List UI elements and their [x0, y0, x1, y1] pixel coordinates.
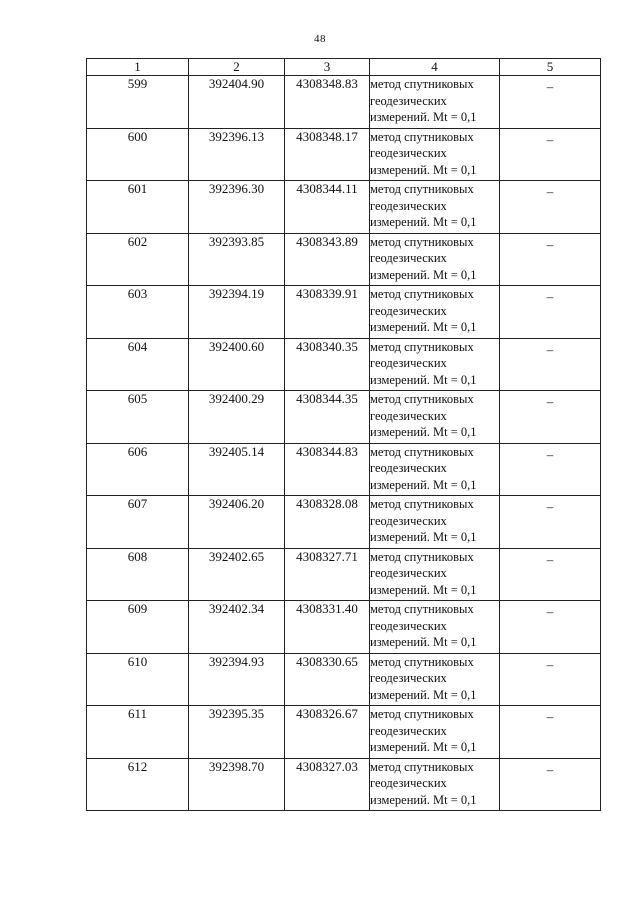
method-line-2: геодезических: [370, 146, 447, 160]
point-number: 604: [87, 338, 189, 391]
method-line-3: измерений. Mt = 0,1: [370, 477, 477, 492]
note-cell: [500, 601, 601, 654]
coordinate-y: 4308348.17: [285, 128, 370, 181]
method-line-1: метод спутниковых: [370, 549, 474, 564]
note-cell: [500, 548, 601, 601]
table-row: [87, 706, 601, 759]
coordinate-x: 392400.29: [189, 391, 285, 444]
note-cell: [500, 443, 601, 496]
method-cell: [370, 706, 500, 759]
coordinate-y: 4308327.71: [285, 548, 370, 601]
method-cell: [370, 443, 500, 496]
coordinate-x: 392404.90: [189, 76, 285, 129]
point-number: 600: [87, 128, 189, 181]
table-row: [87, 286, 601, 339]
note-value: –: [546, 656, 554, 672]
note-cell: [500, 286, 601, 339]
header-col-5: 5: [500, 59, 601, 76]
method-line-1: метод спутниковых: [370, 392, 474, 406]
point-number: 605: [87, 391, 189, 444]
method-line-3: измерений. Mt = 0,1: [370, 792, 477, 807]
method-cell: [370, 758, 500, 811]
method-cell: [370, 286, 500, 339]
coordinate-x: 392406.20: [189, 496, 285, 549]
method-line-3: измерений. Mt = 0,1: [370, 320, 477, 334]
coordinate-y: 4308348.83: [285, 76, 370, 129]
coordinate-y: 4308344.35: [285, 391, 370, 444]
table-row: [87, 338, 601, 391]
table-row: [87, 128, 601, 181]
coordinate-y: 4308331.40: [285, 601, 370, 654]
method-line-1: метод спутниковых: [370, 287, 474, 301]
table-row: [87, 391, 601, 444]
method-cell: [370, 128, 500, 181]
coordinate-x: 392402.65: [189, 548, 285, 601]
method-line-3: измерений. Mt = 0,1: [370, 530, 477, 544]
note-value: –: [546, 79, 554, 94]
note-cell: [500, 233, 601, 286]
note-cell: [500, 338, 601, 391]
coordinate-y: 4308344.83: [285, 443, 370, 496]
table-row: [87, 496, 601, 549]
table-header-row: [87, 59, 601, 76]
table-row: [87, 76, 601, 129]
point-number: 599: [87, 76, 189, 129]
method-line-2: геодезических: [370, 566, 447, 580]
method-line-3: измерений. Mt = 0,1: [370, 267, 477, 282]
method-line-1: метод спутниковых: [370, 234, 474, 249]
note-cell: [500, 391, 601, 444]
method-line-1: метод спутниковых: [370, 339, 474, 354]
method-line-2: геодезических: [370, 198, 447, 213]
note-value: –: [546, 709, 554, 724]
header-col-1: 1: [87, 59, 189, 76]
note-value: –: [546, 604, 554, 619]
method-line-2: геодезических: [370, 461, 447, 475]
method-line-1: метод спутниковых: [370, 129, 474, 144]
method-cell: [370, 338, 500, 391]
point-number: 603: [87, 286, 189, 339]
note-value: –: [546, 446, 554, 462]
method-line-2: геодезических: [370, 356, 447, 370]
coordinate-y: 4308327.03: [285, 758, 370, 811]
method-line-2: геодезических: [370, 93, 447, 108]
method-line-2: геодезических: [370, 618, 447, 633]
method-line-1: метод спутниковых: [370, 707, 474, 721]
coordinate-x: 392395.35: [189, 706, 285, 759]
coordinates-table: [86, 58, 601, 811]
method-line-2: геодезических: [370, 513, 447, 528]
point-number: 612: [87, 758, 189, 811]
point-number: 601: [87, 181, 189, 234]
coordinate-y: 4308344.11: [285, 181, 370, 234]
method-line-2: геодезических: [370, 671, 447, 685]
coordinate-y: 4308343.89: [285, 233, 370, 286]
method-line-3: измерений. Mt = 0,1: [370, 687, 477, 702]
method-line-3: измерений. Mt = 0,1: [370, 425, 477, 439]
method-cell: [370, 233, 500, 286]
method-line-3: измерений. Mt = 0,1: [370, 582, 477, 597]
method-line-1: метод спутниковых: [370, 182, 474, 196]
method-line-3: измерений. Mt = 0,1: [370, 635, 477, 649]
table-row: [87, 548, 601, 601]
method-line-3: измерений. Mt = 0,1: [370, 162, 477, 177]
header-col-4: 4: [370, 59, 500, 76]
note-value: –: [546, 499, 554, 514]
note-value: –: [546, 394, 554, 409]
method-cell: [370, 391, 500, 444]
method-line-2: геодезических: [370, 723, 447, 738]
method-line-3: измерений. Mt = 0,1: [370, 110, 477, 124]
note-cell: [500, 496, 601, 549]
method-line-2: геодезических: [370, 303, 447, 318]
note-cell: [500, 76, 601, 129]
coordinate-y: 4308339.91: [285, 286, 370, 339]
method-line-1: метод спутниковых: [370, 602, 474, 616]
coordinate-x: 392398.70: [189, 758, 285, 811]
method-line-1: метод спутниковых: [370, 497, 474, 511]
method-line-2: геодезических: [370, 408, 447, 423]
point-number: 608: [87, 548, 189, 601]
note-cell: [500, 128, 601, 181]
method-line-3: измерений. Mt = 0,1: [370, 215, 477, 229]
coordinate-x: 392402.34: [189, 601, 285, 654]
method-line-3: измерений. Mt = 0,1: [370, 372, 477, 387]
coordinate-x: 392394.19: [189, 286, 285, 339]
table-row: [87, 601, 601, 654]
method-cell: [370, 601, 500, 654]
coordinate-y: 4308328.08: [285, 496, 370, 549]
method-cell: [370, 548, 500, 601]
note-value: –: [546, 551, 554, 567]
table-row: [87, 443, 601, 496]
method-line-1: метод спутниковых: [370, 444, 474, 459]
note-value: –: [546, 289, 554, 304]
table-row: [87, 653, 601, 706]
table-body: [87, 76, 601, 811]
note-cell: [500, 758, 601, 811]
method-cell: [370, 76, 500, 129]
method-cell: [370, 653, 500, 706]
coordinate-x: 392396.30: [189, 181, 285, 234]
page-number: 48: [314, 33, 326, 45]
table-row: [87, 233, 601, 286]
coordinate-x: 392394.93: [189, 653, 285, 706]
point-number: 607: [87, 496, 189, 549]
coordinate-y: 4308340.35: [285, 338, 370, 391]
coordinate-x: 392405.14: [189, 443, 285, 496]
note-value: –: [546, 236, 554, 252]
note-value: –: [546, 184, 554, 199]
point-number: 609: [87, 601, 189, 654]
coordinate-y: 4308330.65: [285, 653, 370, 706]
table-row: [87, 758, 601, 811]
point-number: 606: [87, 443, 189, 496]
point-number: 610: [87, 653, 189, 706]
method-line-1: метод спутниковых: [370, 654, 474, 669]
coordinate-x: 392393.85: [189, 233, 285, 286]
coordinate-x: 392396.13: [189, 128, 285, 181]
method-line-3: измерений. Mt = 0,1: [370, 740, 477, 754]
method-line-1: метод спутниковых: [370, 77, 474, 91]
table-row: [87, 181, 601, 234]
method-cell: [370, 496, 500, 549]
method-line-1: метод спутниковых: [370, 759, 474, 774]
note-cell: [500, 706, 601, 759]
point-number: 602: [87, 233, 189, 286]
header-col-2: 2: [189, 59, 285, 76]
note-value: –: [546, 131, 554, 147]
method-cell: [370, 181, 500, 234]
coordinate-y: 4308326.67: [285, 706, 370, 759]
coordinate-x: 392400.60: [189, 338, 285, 391]
method-line-2: геодезических: [370, 251, 447, 265]
point-number: 611: [87, 706, 189, 759]
note-value: –: [546, 341, 554, 357]
note-cell: [500, 181, 601, 234]
method-line-2: геодезических: [370, 776, 447, 790]
note-cell: [500, 653, 601, 706]
note-value: –: [546, 761, 554, 777]
header-col-3: 3: [285, 59, 370, 76]
